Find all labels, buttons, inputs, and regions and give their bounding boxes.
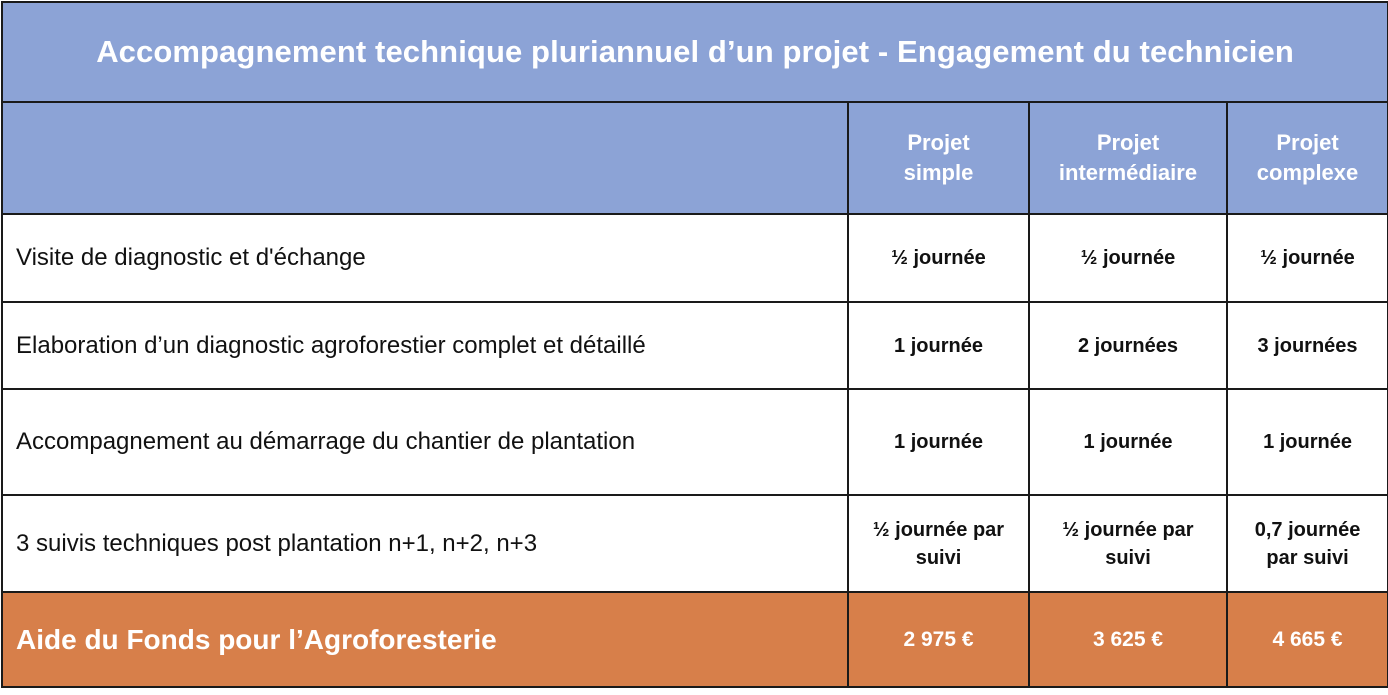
cell-value: ½ journée xyxy=(1029,214,1227,302)
table-row xyxy=(2,495,1388,592)
cell-value-line: suivi xyxy=(1105,546,1151,569)
cell-value xyxy=(1227,495,1388,592)
table-row xyxy=(2,389,1388,495)
cell-value: ½ journée xyxy=(848,214,1029,302)
column-header-row xyxy=(2,102,1388,214)
table-title: Accompagnement technique pluriannuel d’un projet - Engagement du technicien xyxy=(2,2,1388,102)
title-row xyxy=(2,2,1388,102)
column-header-line: simple xyxy=(903,160,974,185)
cell-value xyxy=(848,495,1029,592)
column-header-line: complexe xyxy=(1256,160,1359,185)
engagement-table xyxy=(1,1,1388,688)
total-aid-row xyxy=(2,592,1388,687)
column-header-simple xyxy=(848,102,1029,214)
cell-value: 1 journée xyxy=(848,389,1029,495)
row-label: 3 suivis techniques post plantation n+1, n+2, n+3 xyxy=(2,495,848,592)
column-header-line: Projet xyxy=(1276,130,1339,155)
cell-value-line: suivi xyxy=(915,546,962,569)
cell-value: 3 journées xyxy=(1227,302,1388,389)
total-aid-value: 3 625 € xyxy=(1029,592,1227,687)
cell-value-line: 0,7 journée xyxy=(1254,518,1361,541)
cell-value xyxy=(1029,495,1227,592)
cell-value: ½ journée xyxy=(1227,214,1388,302)
cell-value-line: par suivi xyxy=(1266,546,1349,569)
table-row xyxy=(2,214,1388,302)
column-header-line: Projet xyxy=(1096,130,1160,155)
column-header-complexe xyxy=(1227,102,1388,214)
row-label: Visite de diagnostic et d'échange xyxy=(2,214,848,302)
cell-value: 1 journée xyxy=(1227,389,1388,495)
cell-value-line: ½ journée par xyxy=(1062,518,1194,541)
table-row xyxy=(2,302,1388,389)
cell-value: 1 journée xyxy=(1029,389,1227,495)
row-label: Elaboration d’un diagnostic agroforestier complet et détaillé xyxy=(2,302,848,389)
total-aid-value: 4 665 € xyxy=(1227,592,1388,687)
cell-value: 1 journée xyxy=(848,302,1029,389)
cell-value-line: ½ journée par xyxy=(872,518,1005,541)
row-label: Accompagnement au démarrage du chantier de plantation xyxy=(2,389,848,495)
total-aid-value: 2 975 € xyxy=(848,592,1029,687)
cell-value: 2 journées xyxy=(1029,302,1227,389)
column-header-line: Projet xyxy=(907,130,970,155)
column-header-line: intermédiaire xyxy=(1058,160,1198,185)
column-header-intermediaire xyxy=(1029,102,1227,214)
total-aid-label: Aide du Fonds pour l’Agroforesterie xyxy=(2,592,848,687)
header-blank-cell xyxy=(2,102,848,214)
